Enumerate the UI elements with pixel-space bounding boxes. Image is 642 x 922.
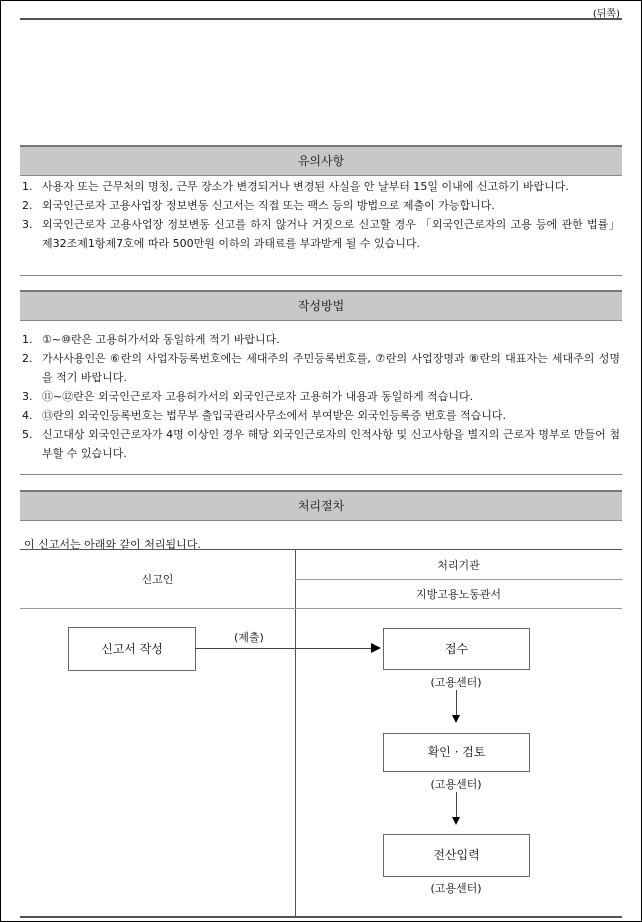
back-side-label: (뒤쪽): [592, 9, 620, 20]
method-item-text: ⑪~⑫란은 외국인근로자 고용허가서의 외국인근로자 고용허가 내용과 동일하게 적습니다.: [42, 390, 474, 403]
method-item: [22, 387, 620, 406]
step-review-sub: (고용센터): [430, 778, 482, 791]
notice-item-text: 외국인근로자 고용사업장 정보변동 신고를 하지 않거나 거짓으로 신고할 경우 「외국인근로자의 고용 등에 관한 법률」 제32조제1항제7호에 따라 500만원 이하의 과태료를 부과받게 될 수 있습니다.: [42, 218, 620, 250]
agency-name: 지방고용노동관서: [415, 588, 501, 601]
bottom-rule: [20, 916, 622, 918]
method-item-text: ①~⑩란은 고용허가서와 동일하게 적기 바랍니다.: [42, 333, 280, 346]
arrow-1-line: [456, 690, 457, 715]
step-receive-sub: (고용센터): [430, 676, 482, 689]
method-header: 작성방법: [20, 290, 622, 321]
step-receive-box: 접수: [383, 628, 530, 670]
agency-column-label: 처리기관: [437, 559, 480, 572]
notice-item: [22, 215, 620, 253]
step-input-sub: (고용센터): [430, 882, 482, 895]
submit-arrow-head-icon: [371, 643, 381, 653]
notice-item-text: 외국인근로자 고용사업장 정보변동 신고서는 직접 또는 팩스 등의 방법으로 제출이 가능합니다.: [42, 199, 495, 212]
submit-label: (제출): [234, 631, 264, 644]
arrow-1-head-icon: [452, 715, 460, 723]
method-item: [22, 425, 620, 463]
notice-item: [22, 196, 620, 215]
method-item-number: 1.: [22, 333, 33, 346]
method-list: [22, 330, 620, 463]
arrow-2-line: [456, 792, 457, 817]
procedure-column-divider: [295, 549, 296, 916]
step-input-box: 전산입력: [383, 834, 530, 877]
notice-header: 유의사항: [20, 145, 622, 176]
method-item-number: 4.: [22, 409, 33, 422]
procedure-table-top: [20, 549, 622, 550]
agency-row-divider: [295, 579, 622, 580]
method-item-number: 2.: [22, 352, 33, 365]
method-item: [22, 406, 620, 425]
top-rule: [20, 18, 622, 20]
reporter-column-label: 신고인: [141, 573, 174, 586]
write-report-box: 신고서 작성: [68, 627, 196, 671]
method-item: [22, 330, 620, 349]
notice-item-number: 3.: [22, 218, 33, 231]
method-bottom-rule: [20, 474, 622, 475]
procedure-header: 처리절차: [20, 490, 622, 521]
notice-item-text: 사용자 또는 근무처의 명칭, 근무 장소가 변경되거나 변경된 사실을 안 날부터 15일 이내에 신고하기 바랍니다.: [42, 180, 569, 193]
procedure-intro: 이 신고서는 아래와 같이 처리됩니다.: [24, 538, 201, 551]
notice-item-number: 2.: [22, 199, 33, 212]
method-item-number: 3.: [22, 390, 33, 403]
arrow-2-head-icon: [452, 817, 460, 825]
notice-item: [22, 177, 620, 196]
method-item-number: 5.: [22, 428, 33, 441]
method-item-text: 가사사용인은 ⑥란의 사업자등록번호에는 세대주의 주민등록번호를, ⑦란의 사업장명과 ⑧란의 대표자는 세대주의 성명을 적기 바랍니다.: [42, 352, 620, 384]
method-item-text: 신고대상 외국인근로자가 4명 이상인 경우 해당 외국인근로자의 인적사항 및 신고사항을 별지의 근로자 명부로 만들어 첨부할 수 있습니다.: [42, 428, 620, 460]
submit-arrow-line: [195, 648, 372, 649]
method-item-text: ⑬란의 외국인등록번호는 법무부 출입국관리사무소에서 부여받은 외국인등록증 번호를 적습니다.: [42, 409, 507, 422]
notice-bottom-rule: [20, 275, 622, 276]
step-review-box: 확인 · 검토: [383, 733, 530, 772]
method-item: [22, 349, 620, 387]
notice-item-number: 1.: [22, 180, 33, 193]
notice-list: [22, 177, 620, 253]
header-bottom-divider: [20, 608, 622, 609]
